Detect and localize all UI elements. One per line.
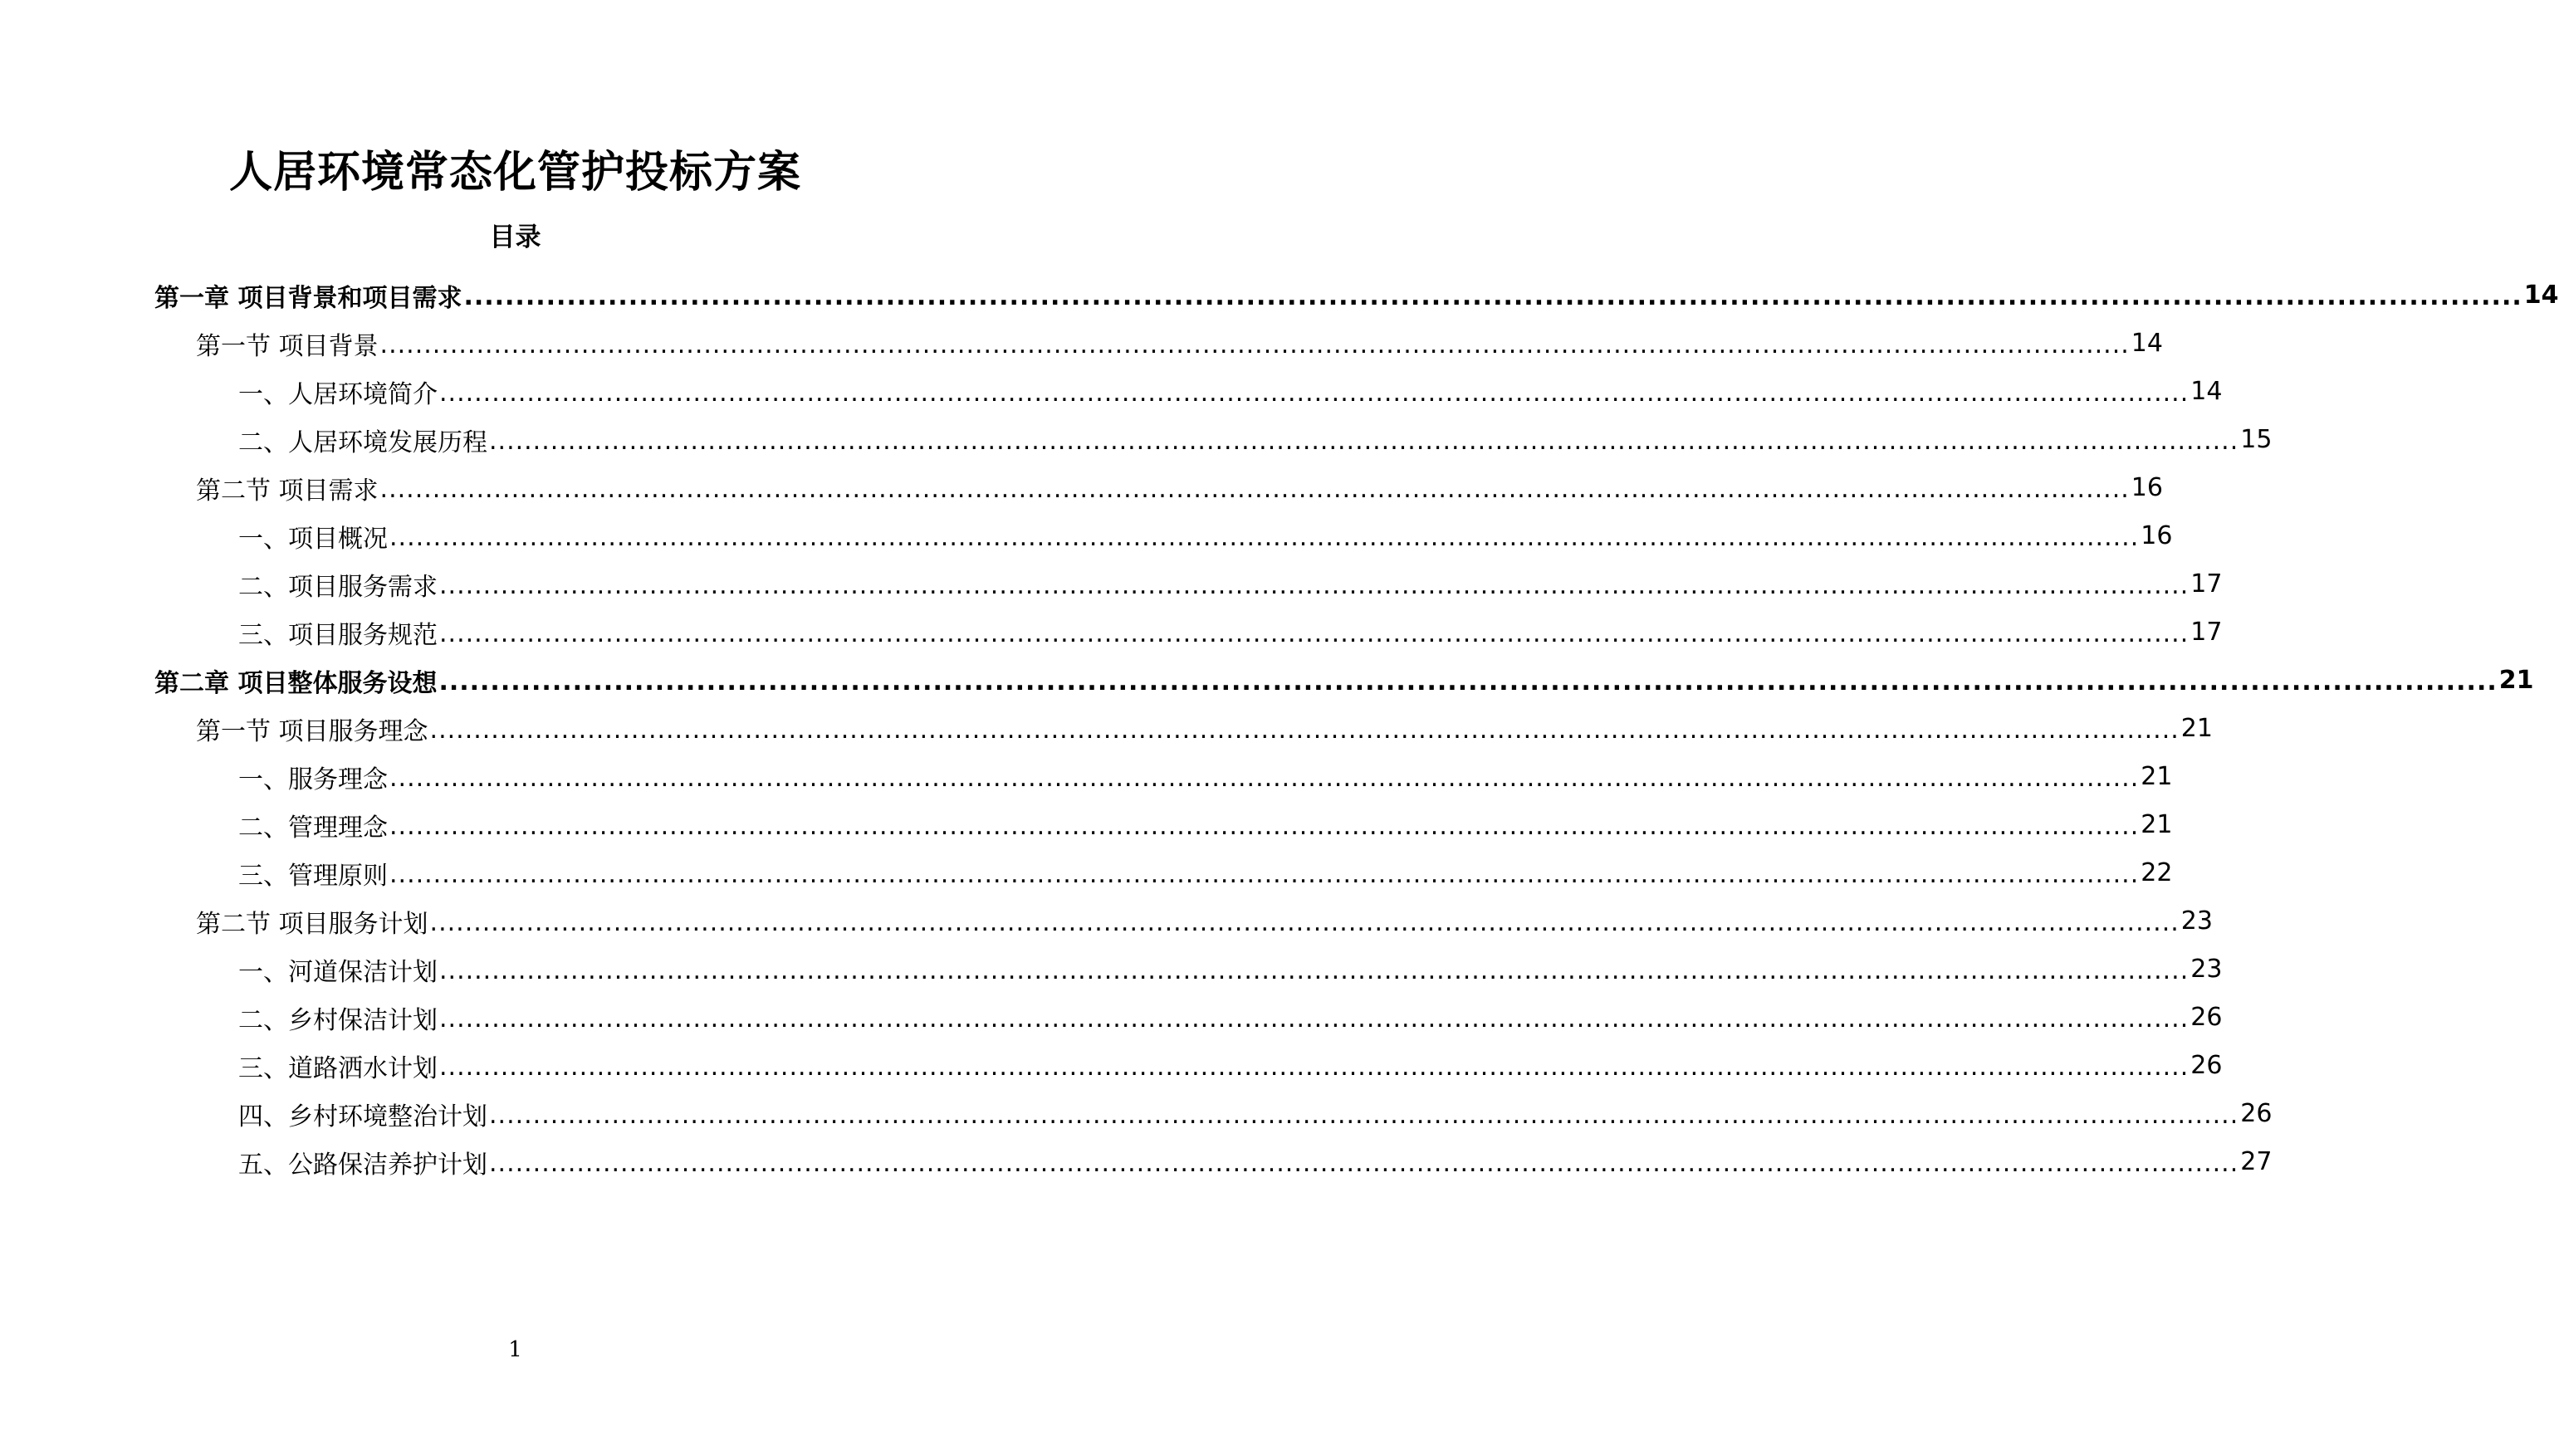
toc-dot-leader: ........................................................................................................................................................................................................ — [439, 1053, 2190, 1082]
toc-dot-leader: ........................................................................................................................................................................................................ — [429, 908, 2180, 937]
toc-subsection-entry[interactable] — [238, 1087, 2273, 1141]
toc-entry-title: 第一节 项目背景 — [196, 331, 379, 361]
toc-entry-page: 23 — [2190, 955, 2223, 984]
toc-section-entry[interactable] — [196, 461, 2163, 515]
toc-entry-page: 17 — [2190, 569, 2223, 599]
toc-subsection-entry[interactable] — [238, 557, 2223, 611]
toc-entry-title: 四、乡村环境整治计划 — [238, 1102, 487, 1131]
toc-dot-leader: ........................................................................................................................................................................................................ — [389, 860, 2140, 889]
toc-heading: 目录 — [489, 222, 541, 252]
toc-entry-page: 26 — [2190, 1051, 2223, 1080]
toc-entry-title: 一、项目概况 — [238, 524, 388, 554]
toc-dot-leader: ........................................................................................................................................................................................................ — [379, 475, 2130, 504]
toc-subsection-entry[interactable] — [238, 1135, 2273, 1189]
toc-entry-page: 21 — [2180, 714, 2213, 743]
toc-entry-page: 14 — [2190, 377, 2223, 406]
toc-dot-leader: ........................................................................................................................................................................................................ — [439, 956, 2190, 985]
toc-subsection-entry[interactable] — [238, 364, 2223, 418]
page-number: 1 — [508, 1337, 522, 1362]
toc-entry-page: 14 — [2131, 329, 2163, 358]
toc-entry-page: 16 — [2141, 521, 2173, 550]
toc-section-entry[interactable] — [196, 701, 2213, 755]
toc-entry-title: 第一节 项目服务理念 — [196, 716, 428, 746]
toc-entry-title: 三、管理原则 — [238, 861, 388, 891]
toc-entry-title: 五、公路保洁养护计划 — [238, 1150, 487, 1180]
toc-dot-leader: ........................................................................................................................................................................................................ — [439, 571, 2190, 600]
toc-chapter-entry[interactable] — [154, 268, 2559, 322]
toc-subsection-entry[interactable] — [238, 509, 2173, 563]
toc-entry-title: 三、道路洒水计划 — [238, 1053, 438, 1083]
toc-dot-leader: ........................................................................................................................................................................................................ — [389, 812, 2140, 841]
toc-dot-leader: ........................................................................................................................................................................................................ — [439, 379, 2190, 408]
toc-entry-title: 二、项目服务需求 — [238, 572, 438, 602]
toc-subsection-entry[interactable] — [238, 750, 2173, 804]
toc-dot-leader: ........................................................................................................................................................................................................ — [429, 716, 2180, 745]
toc-entry-page: 23 — [2180, 906, 2213, 936]
toc-entry-title: 第二章 项目整体服务设想 — [154, 668, 438, 698]
toc-subsection-entry[interactable] — [238, 990, 2223, 1044]
toc-entry-title: 一、河道保洁计划 — [238, 957, 438, 987]
toc-entry-page: 26 — [2240, 1099, 2273, 1128]
toc-entry-page: 21 — [2498, 666, 2534, 695]
toc-entry-page: 21 — [2141, 762, 2173, 791]
toc-entry-page: 15 — [2240, 425, 2273, 454]
toc-entry-page: 26 — [2190, 1003, 2223, 1032]
toc-subsection-entry[interactable] — [238, 798, 2173, 852]
toc-chapter-entry[interactable] — [154, 653, 2534, 707]
toc-section-entry[interactable] — [196, 316, 2163, 370]
toc-entry-title: 第二节 项目需求 — [196, 476, 379, 506]
toc-entry-title: 第二节 项目服务计划 — [196, 909, 428, 939]
toc-subsection-entry[interactable] — [238, 1038, 2223, 1092]
toc-entry-title: 一、服务理念 — [238, 765, 388, 794]
toc-entry-title: 二、人居环境发展历程 — [238, 428, 487, 457]
toc-dot-leader: ........................................................................................................................................................................................................ — [463, 282, 2522, 311]
toc-dot-leader: ........................................................................................................................................................................................................ — [389, 523, 2140, 552]
toc-entry-title: 一、人居环境简介 — [238, 379, 438, 409]
toc-subsection-entry[interactable] — [238, 846, 2173, 900]
toc-entry-page: 14 — [2523, 281, 2559, 310]
toc-dot-leader: ........................................................................................................................................................................................................ — [438, 667, 2498, 696]
toc-subsection-entry[interactable] — [238, 605, 2223, 659]
toc-dot-leader: ........................................................................................................................................................................................................ — [439, 619, 2190, 648]
toc-dot-leader: ........................................................................................................................................................................................................ — [389, 764, 2140, 793]
toc-entry-title: 三、项目服务规范 — [238, 620, 438, 650]
toc-entry-title: 第一章 项目背景和项目需求 — [154, 283, 462, 313]
toc-dot-leader: ........................................................................................................................................................................................................ — [379, 330, 2130, 359]
toc-entry-page: 27 — [2240, 1147, 2273, 1176]
toc-entry-page: 16 — [2131, 473, 2163, 502]
toc-section-entry[interactable] — [196, 894, 2213, 948]
toc-dot-leader: ........................................................................................................................................................................................................ — [489, 1149, 2239, 1178]
document-title: 人居环境常态化管护投标方案 — [228, 148, 801, 198]
toc-entry-page: 17 — [2190, 618, 2223, 647]
toc-dot-leader: ........................................................................................................................................................................................................ — [489, 1101, 2239, 1130]
toc-subsection-entry[interactable] — [238, 413, 2273, 467]
toc-entry-title: 二、管理理念 — [238, 813, 388, 843]
toc-entry-title: 二、乡村保洁计划 — [238, 1005, 438, 1035]
toc-entry-page: 22 — [2141, 858, 2173, 887]
toc-dot-leader: ........................................................................................................................................................................................................ — [489, 427, 2239, 456]
toc-subsection-entry[interactable] — [238, 942, 2223, 996]
toc-dot-leader: ........................................................................................................................................................................................................ — [439, 1004, 2190, 1033]
toc-entry-page: 21 — [2141, 810, 2173, 839]
